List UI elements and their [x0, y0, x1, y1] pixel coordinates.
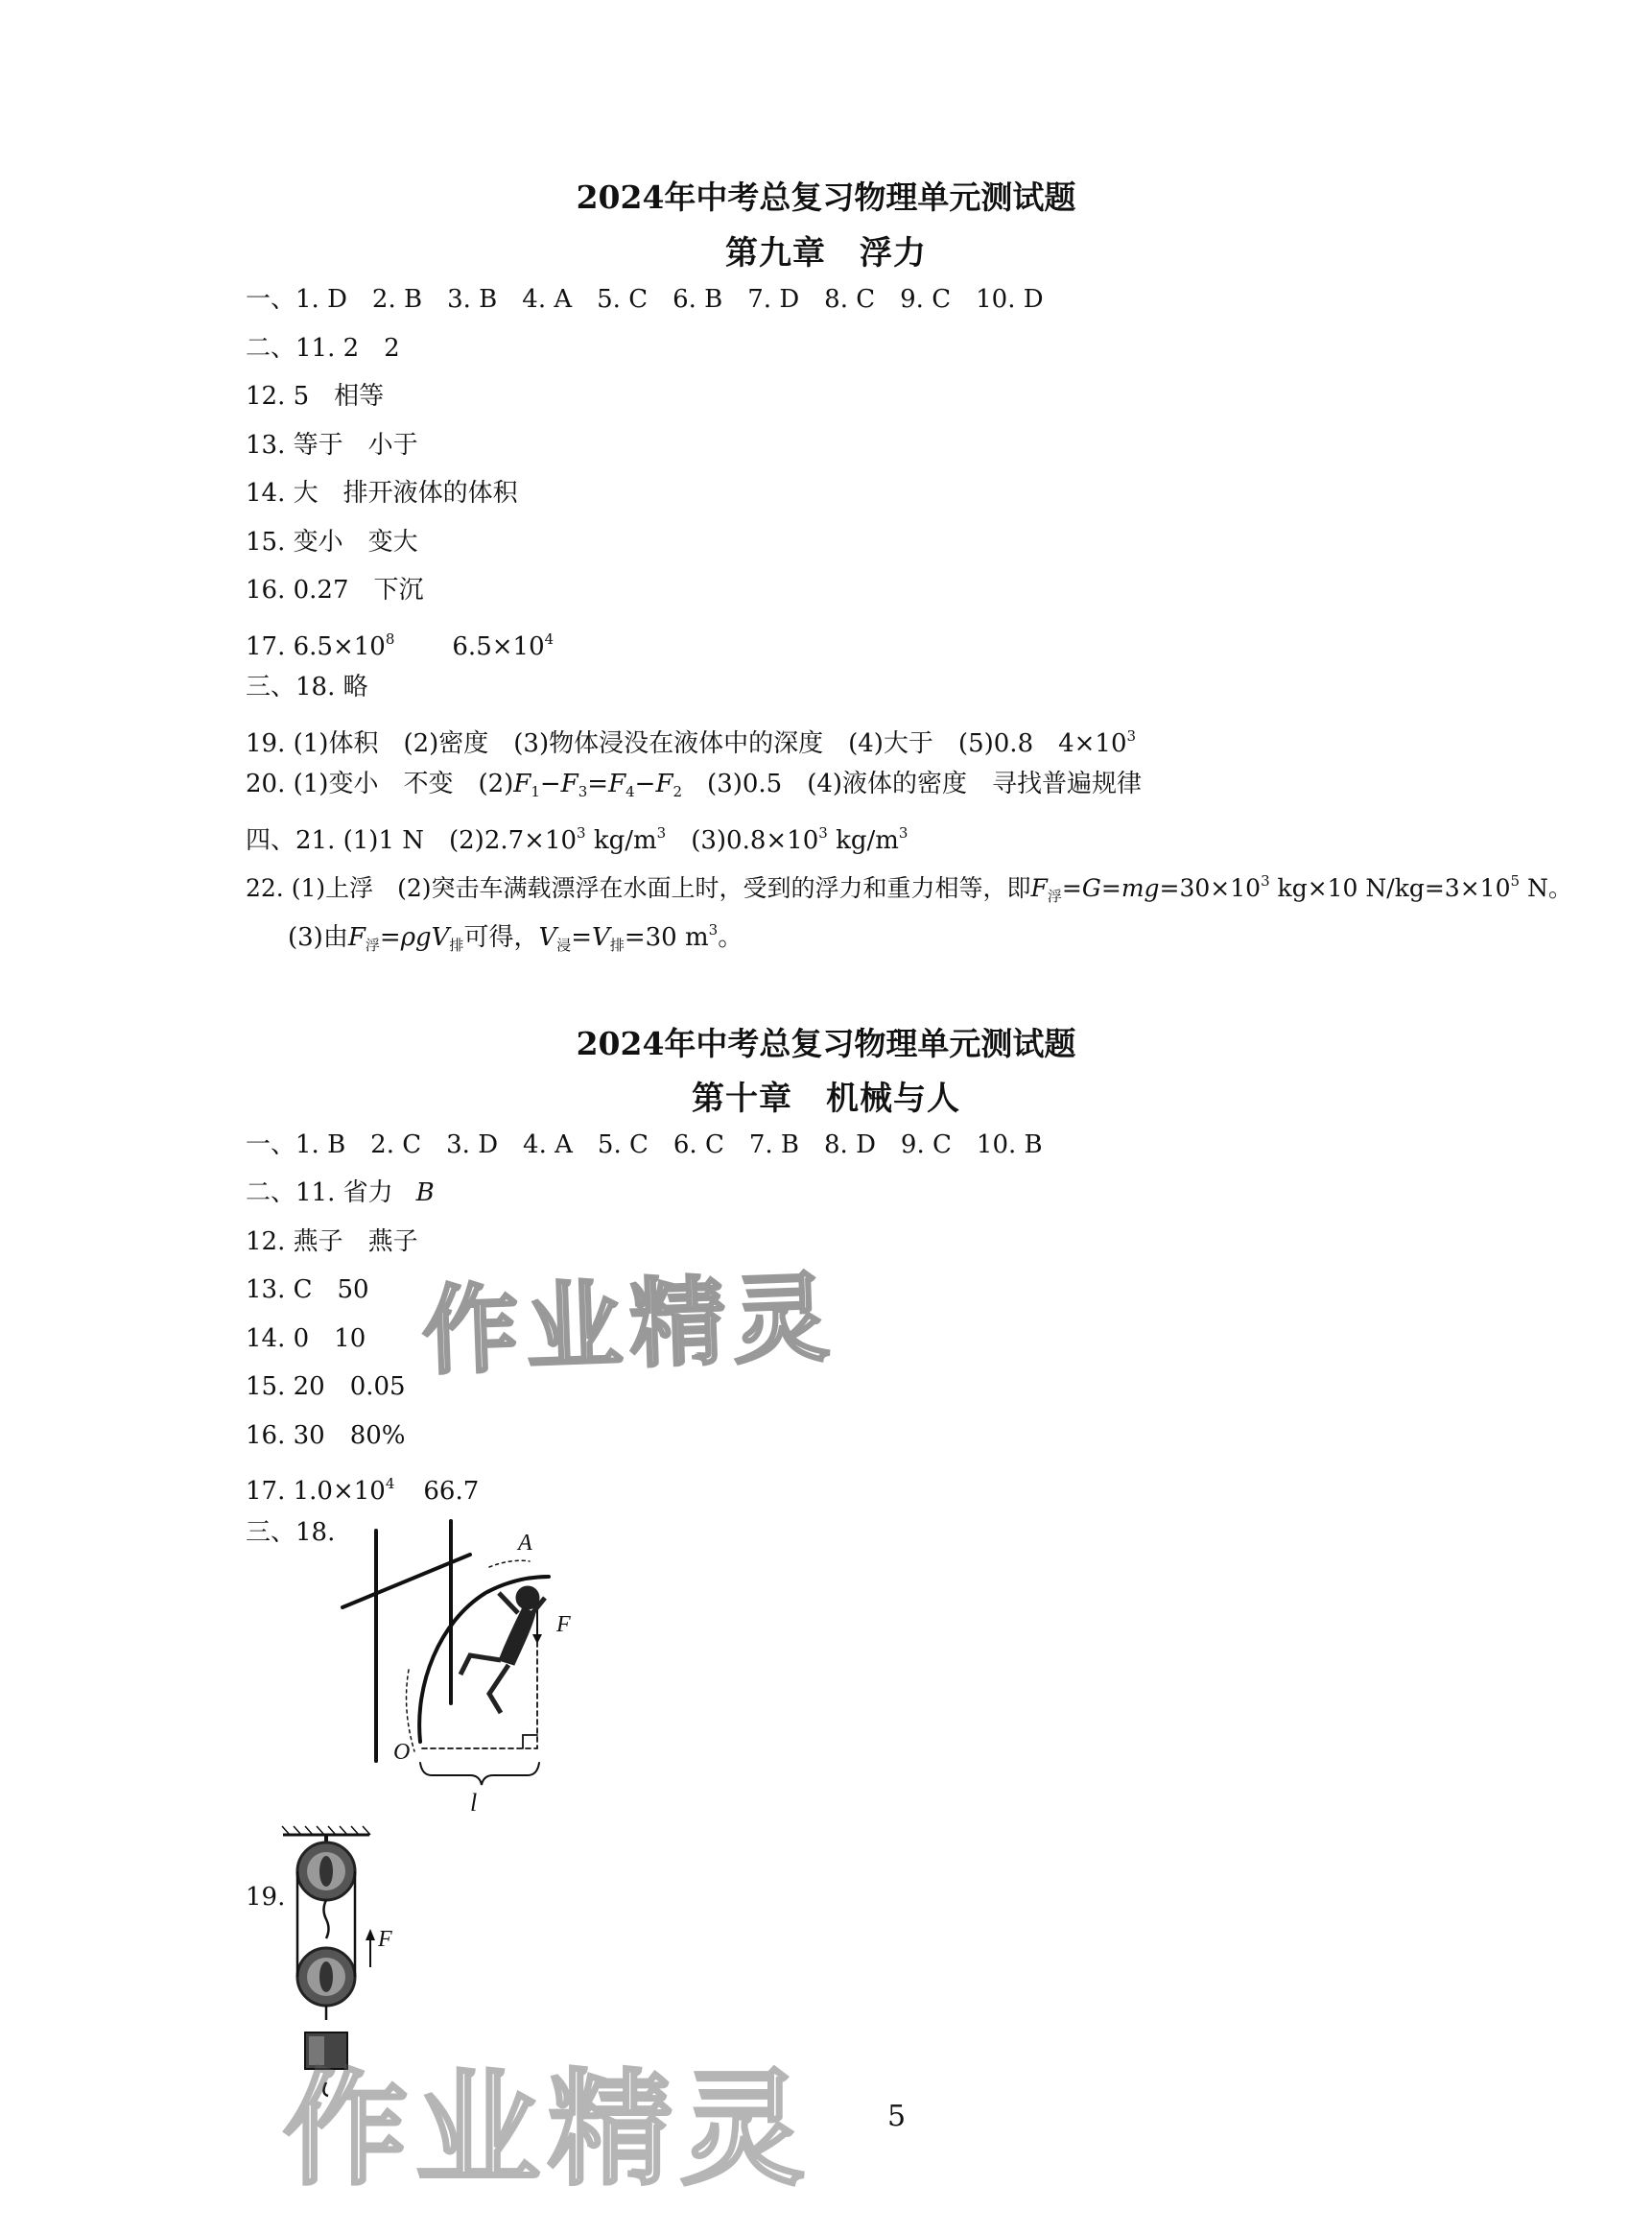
s2-answer-line: 17. $1.0\times 10^4$ 66.7: [246, 1475, 480, 1506]
section2-title: 2024年中考总复习物理单元测试题: [576, 1025, 1076, 1062]
s1-answer-line: 15. 变小 变大: [246, 528, 418, 557]
s2-answer-line: 15. 20 0.05: [246, 1372, 406, 1401]
s1-answer-line: 二、11. 2 2: [246, 334, 400, 363]
section2-chapter: 第十章 机械与人: [692, 1080, 960, 1118]
s2-answer-line: 14. 0 10: [246, 1324, 366, 1353]
s1-answer-line: 19. (1)体积 (2)密度 (3)物体浸没在液体中的深度 (4)大于 (5)0.8 $4\times 10^3$: [246, 727, 1137, 758]
label-l: l: [470, 1789, 478, 1817]
label-F: F: [378, 1927, 392, 1952]
label-A: A: [518, 1531, 532, 1556]
s2-answer-line: 二、11. 省力 B: [246, 1178, 435, 1207]
s1-answer-line: 16. 0.27 下沉: [246, 576, 424, 605]
s2-answer-line: 一、1. B 2. C 3. D 4. A 5. C 6. C 7. B 8. D 9. C 10. B: [246, 1130, 1043, 1159]
s1-answer-line: 14. 大 排开液体的体积: [246, 479, 518, 508]
s1-answer-line: 17. $6.5\times 10^8$ $6.5\times 10^4$: [246, 630, 555, 661]
s1-answer-line: 12. 5 相等: [246, 382, 385, 411]
s1-answer-line: 13. 等于 小于: [246, 431, 418, 460]
section1-chapter: 第九章 浮力: [725, 234, 927, 273]
watermark: 作业精灵: [420, 1261, 839, 1389]
s2-answer-line: 19.: [246, 1883, 286, 1912]
page-number: 5: [887, 2100, 907, 2133]
s1-answer-line: (3)由$F_浮=\rho gV_排$可得，$V_浸=V_排=30$ $m^3$。: [288, 921, 743, 954]
s1-answer-line: 一、1. D 2. B 3. B 4. A 5. C 6. B 7. D 8. C 9. C 10. D: [246, 285, 1044, 314]
watermark: 作业精灵: [283, 2056, 814, 2202]
s1-answer-line: 22. (1)上浮 (2)突击车满载漂浮在水面上时，受到的浮力和重力相等，即$F_浮=G=mg=30\times 10^3$ kg×10 $N/kg=3\times 10^5$ N。: [246, 872, 1572, 905]
s1-answer-line: 20. (1)变小 不变 $(2)F_1-F_3=F_4-F_2$ (3)0.5 (4)液体的密度 寻找普遍规律: [246, 770, 1143, 800]
s2-answer-line: 16. 30 80%: [246, 1421, 406, 1450]
label-F: F: [556, 1612, 571, 1637]
s2-answer-line: 13. C 50: [246, 1275, 369, 1304]
s2-answer-line: 三、18.: [246, 1518, 336, 1547]
s1-answer-line: 四、21. (1)1 N $(2)2.7\times 10^3$ $kg/m^3$ $(3)0.8\times 10^3$ $kg/m^3$: [246, 824, 909, 855]
s2-answer-line: 12. 燕子 燕子: [246, 1227, 418, 1256]
label-O: O: [393, 1740, 411, 1765]
s1-answer-line: 三、18. 略: [246, 673, 368, 701]
section1-title: 2024年中考总复习物理单元测试题: [576, 178, 1076, 216]
pole-vault-diagram: [326, 1511, 604, 1818]
